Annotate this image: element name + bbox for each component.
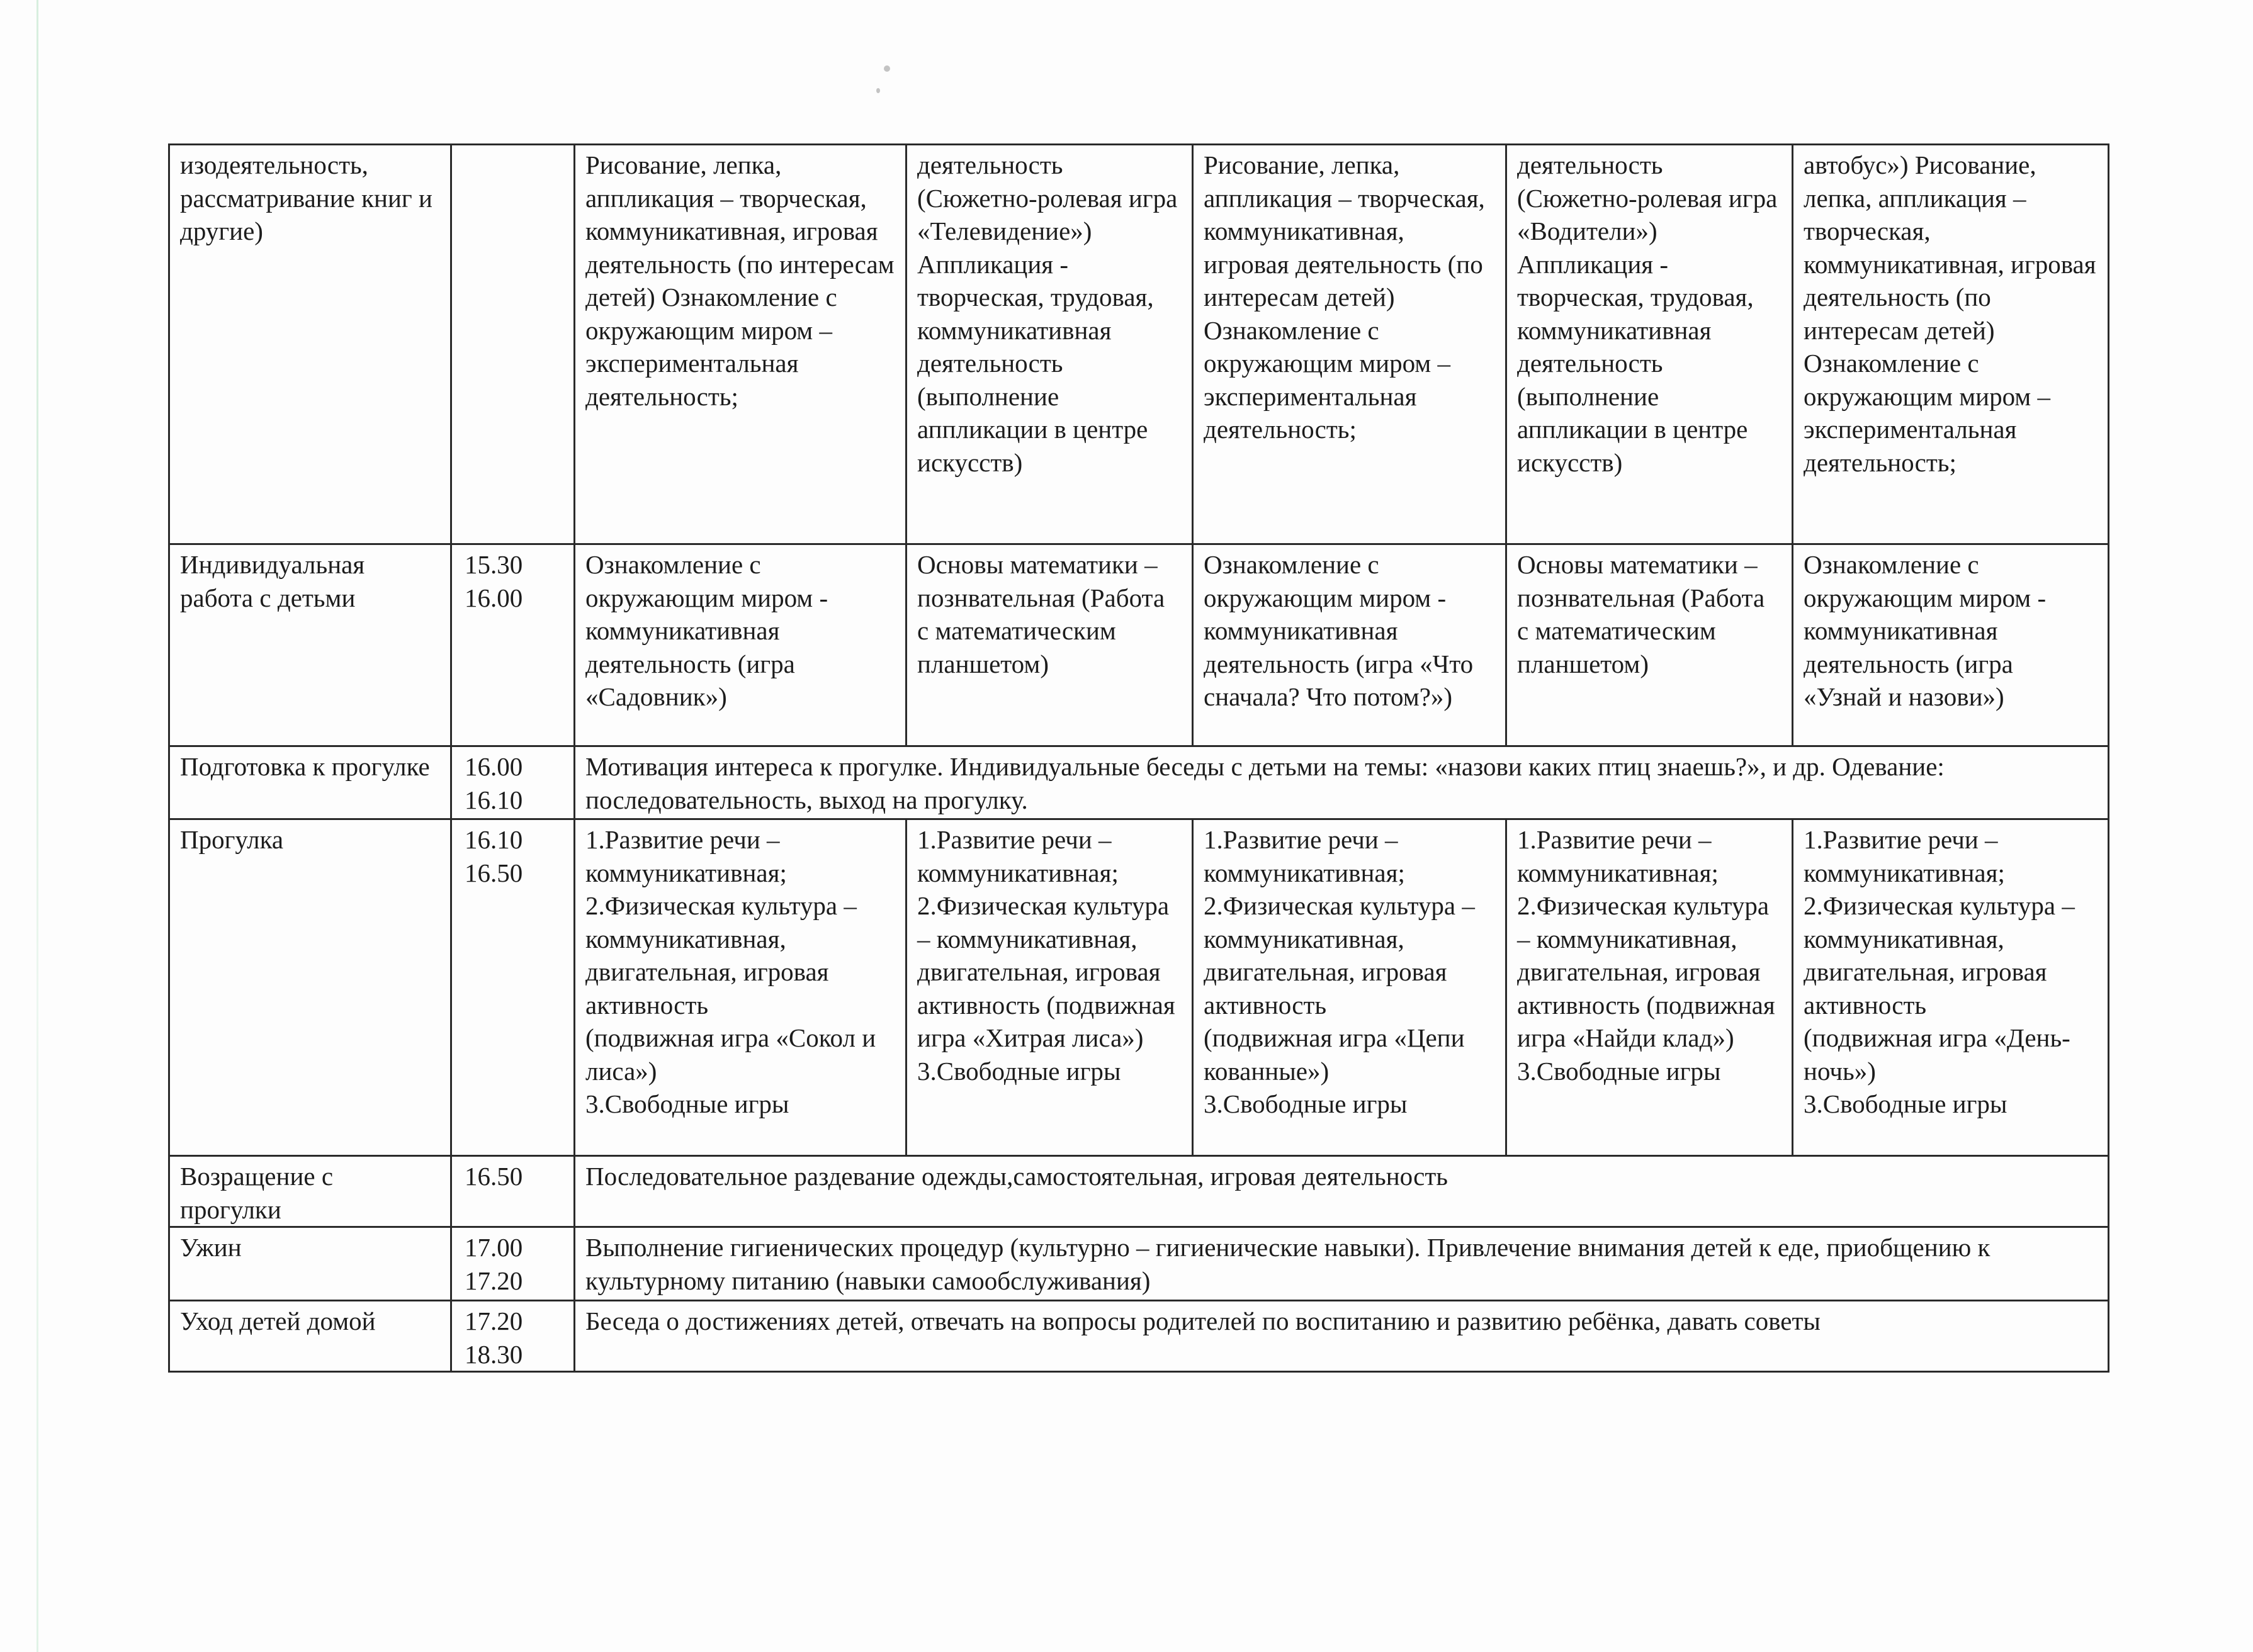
day-cell: 1.Развитие речи – коммуникативная; 2.Физическая культура – коммуникативная, двигательная, игровая активность (подвижная игра «День-ночь») 3.Свободные игры (1793, 819, 2109, 1156)
time-cell: 16.00 16.10 (451, 746, 575, 819)
schedule-row (169, 1156, 2109, 1227)
day-cell: 1.Развитие речи – коммуникативная; 2.Физическая культура – коммуникативная, двигательная, игровая активность (подвижная игра «Цепи кованные») 3.Свободные игры (1193, 819, 1506, 1156)
day-cell: Рисование, лепка, аппликация – творческая, коммуникативная, игровая деятельность (по интересам детей) Ознакомление с окружающим миром – экспериментальная деятельность; (575, 145, 906, 544)
schedule-row (169, 1301, 2109, 1372)
time-cell: 16.10 16.50 (451, 819, 575, 1156)
day-cell: 1.Развитие речи – коммуникативная; 2.Физическая культура – коммуникативная, двигательная, игровая активность (подвижная игра «Найди клад») 3.Свободные игры (1506, 819, 1793, 1156)
time-cell: 15.30 16.00 (451, 544, 575, 746)
day-cell: Рисование, лепка, аппликация – творческая, коммуникативная, игровая деятельность (по интересам детей) Ознакомление с окружающим миром – экспериментальная деятельность; (1193, 145, 1506, 544)
merged-description-cell: Беседа о достижениях детей, отвечать на вопросы родителей по воспитанию и развитию ребёнка, давать советы (575, 1301, 2109, 1372)
day-cell: Ознакомление с окружающим миром - коммуникативная деятельность (игра «Что сначала? Что потом?») (1193, 544, 1506, 746)
day-cell: 1.Развитие речи – коммуникативная; 2.Физическая культура – коммуникативная, двигательная, игровая активность (подвижная игра «Хитрая лиса») 3.Свободные игры (906, 819, 1193, 1156)
merged-description-cell: Последовательное раздевание одежды,самостоятельная, игровая деятельность (575, 1156, 2109, 1227)
activity-cell: изодеятельность, рассматривание книг и другие) (169, 145, 451, 544)
day-cell: деятельность (Сюжетно-ролевая игра «Телевидение») Аппликация - творческая, трудовая, коммуникативная деятельность (выполнение аппликации в центре искусств) (906, 145, 1193, 544)
activity-cell: Прогулка (169, 819, 451, 1156)
day-cell: Ознакомление с окружающим миром - коммуникативная деятельность (игра «Садовник») (575, 544, 906, 746)
activity-cell: Индивидуальная работа с детьми (169, 544, 451, 746)
scan-speck (884, 65, 890, 72)
merged-description-cell: Выполнение гигиенических процедур (культурно – гигиенические навыки). Привлечение внимания детей к еде, приобщению к культурному питанию (навыки самообслуживания) (575, 1227, 2109, 1301)
time-cell: 16.50 (451, 1156, 575, 1227)
day-cell: Ознакомление с окружающим миром - коммуникативная деятельность (игра «Узнай и назови») (1793, 544, 2109, 746)
schedule-row (169, 746, 2109, 819)
daily-schedule-table (168, 143, 2109, 1373)
activity-cell: Подготовка к прогулке (169, 746, 451, 819)
schedule-row (169, 544, 2109, 746)
day-cell: деятельность (Сюжетно-ролевая игра «Водители») Аппликация - творческая, трудовая, коммуникативная деятельность (выполнение аппликации в центре искусств) (1506, 145, 1793, 544)
time-cell: 17.20 18.30 (451, 1301, 575, 1372)
activity-cell: Возращение с прогулки (169, 1156, 451, 1227)
day-cell: Основы математики – познвательная (Работа с математическим планшетом) (1506, 544, 1793, 746)
day-cell: автобус») Рисование, лепка, аппликация – творческая, коммуникативная, игровая деятельность (по интересам детей) Ознакомление с окружающим миром – экспериментальная деятельность; (1793, 145, 2109, 544)
time-cell: 17.00 17.20 (451, 1227, 575, 1301)
schedule-row (169, 145, 2109, 544)
day-cell: Основы математики – познвательная (Работа с математическим планшетом) (906, 544, 1193, 746)
schedule-row (169, 819, 2109, 1156)
time-cell (451, 145, 575, 544)
scan-speck (876, 88, 880, 93)
merged-description-cell: Мотивация интереса к прогулке. Индивидуальные беседы с детьми на темы: «назови каких птиц знаешь?», и др. Одевание: последовательность, выход на прогулку. (575, 746, 2109, 819)
activity-cell: Ужин (169, 1227, 451, 1301)
schedule-row (169, 1227, 2109, 1301)
day-cell: 1.Развитие речи – коммуникативная; 2.Физическая культура – коммуникативная, двигательная, игровая активность (подвижная игра «Сокол и лиса») 3.Свободные игры (575, 819, 906, 1156)
page-edge-mark (37, 0, 38, 1652)
activity-cell: Уход детей домой (169, 1301, 451, 1372)
